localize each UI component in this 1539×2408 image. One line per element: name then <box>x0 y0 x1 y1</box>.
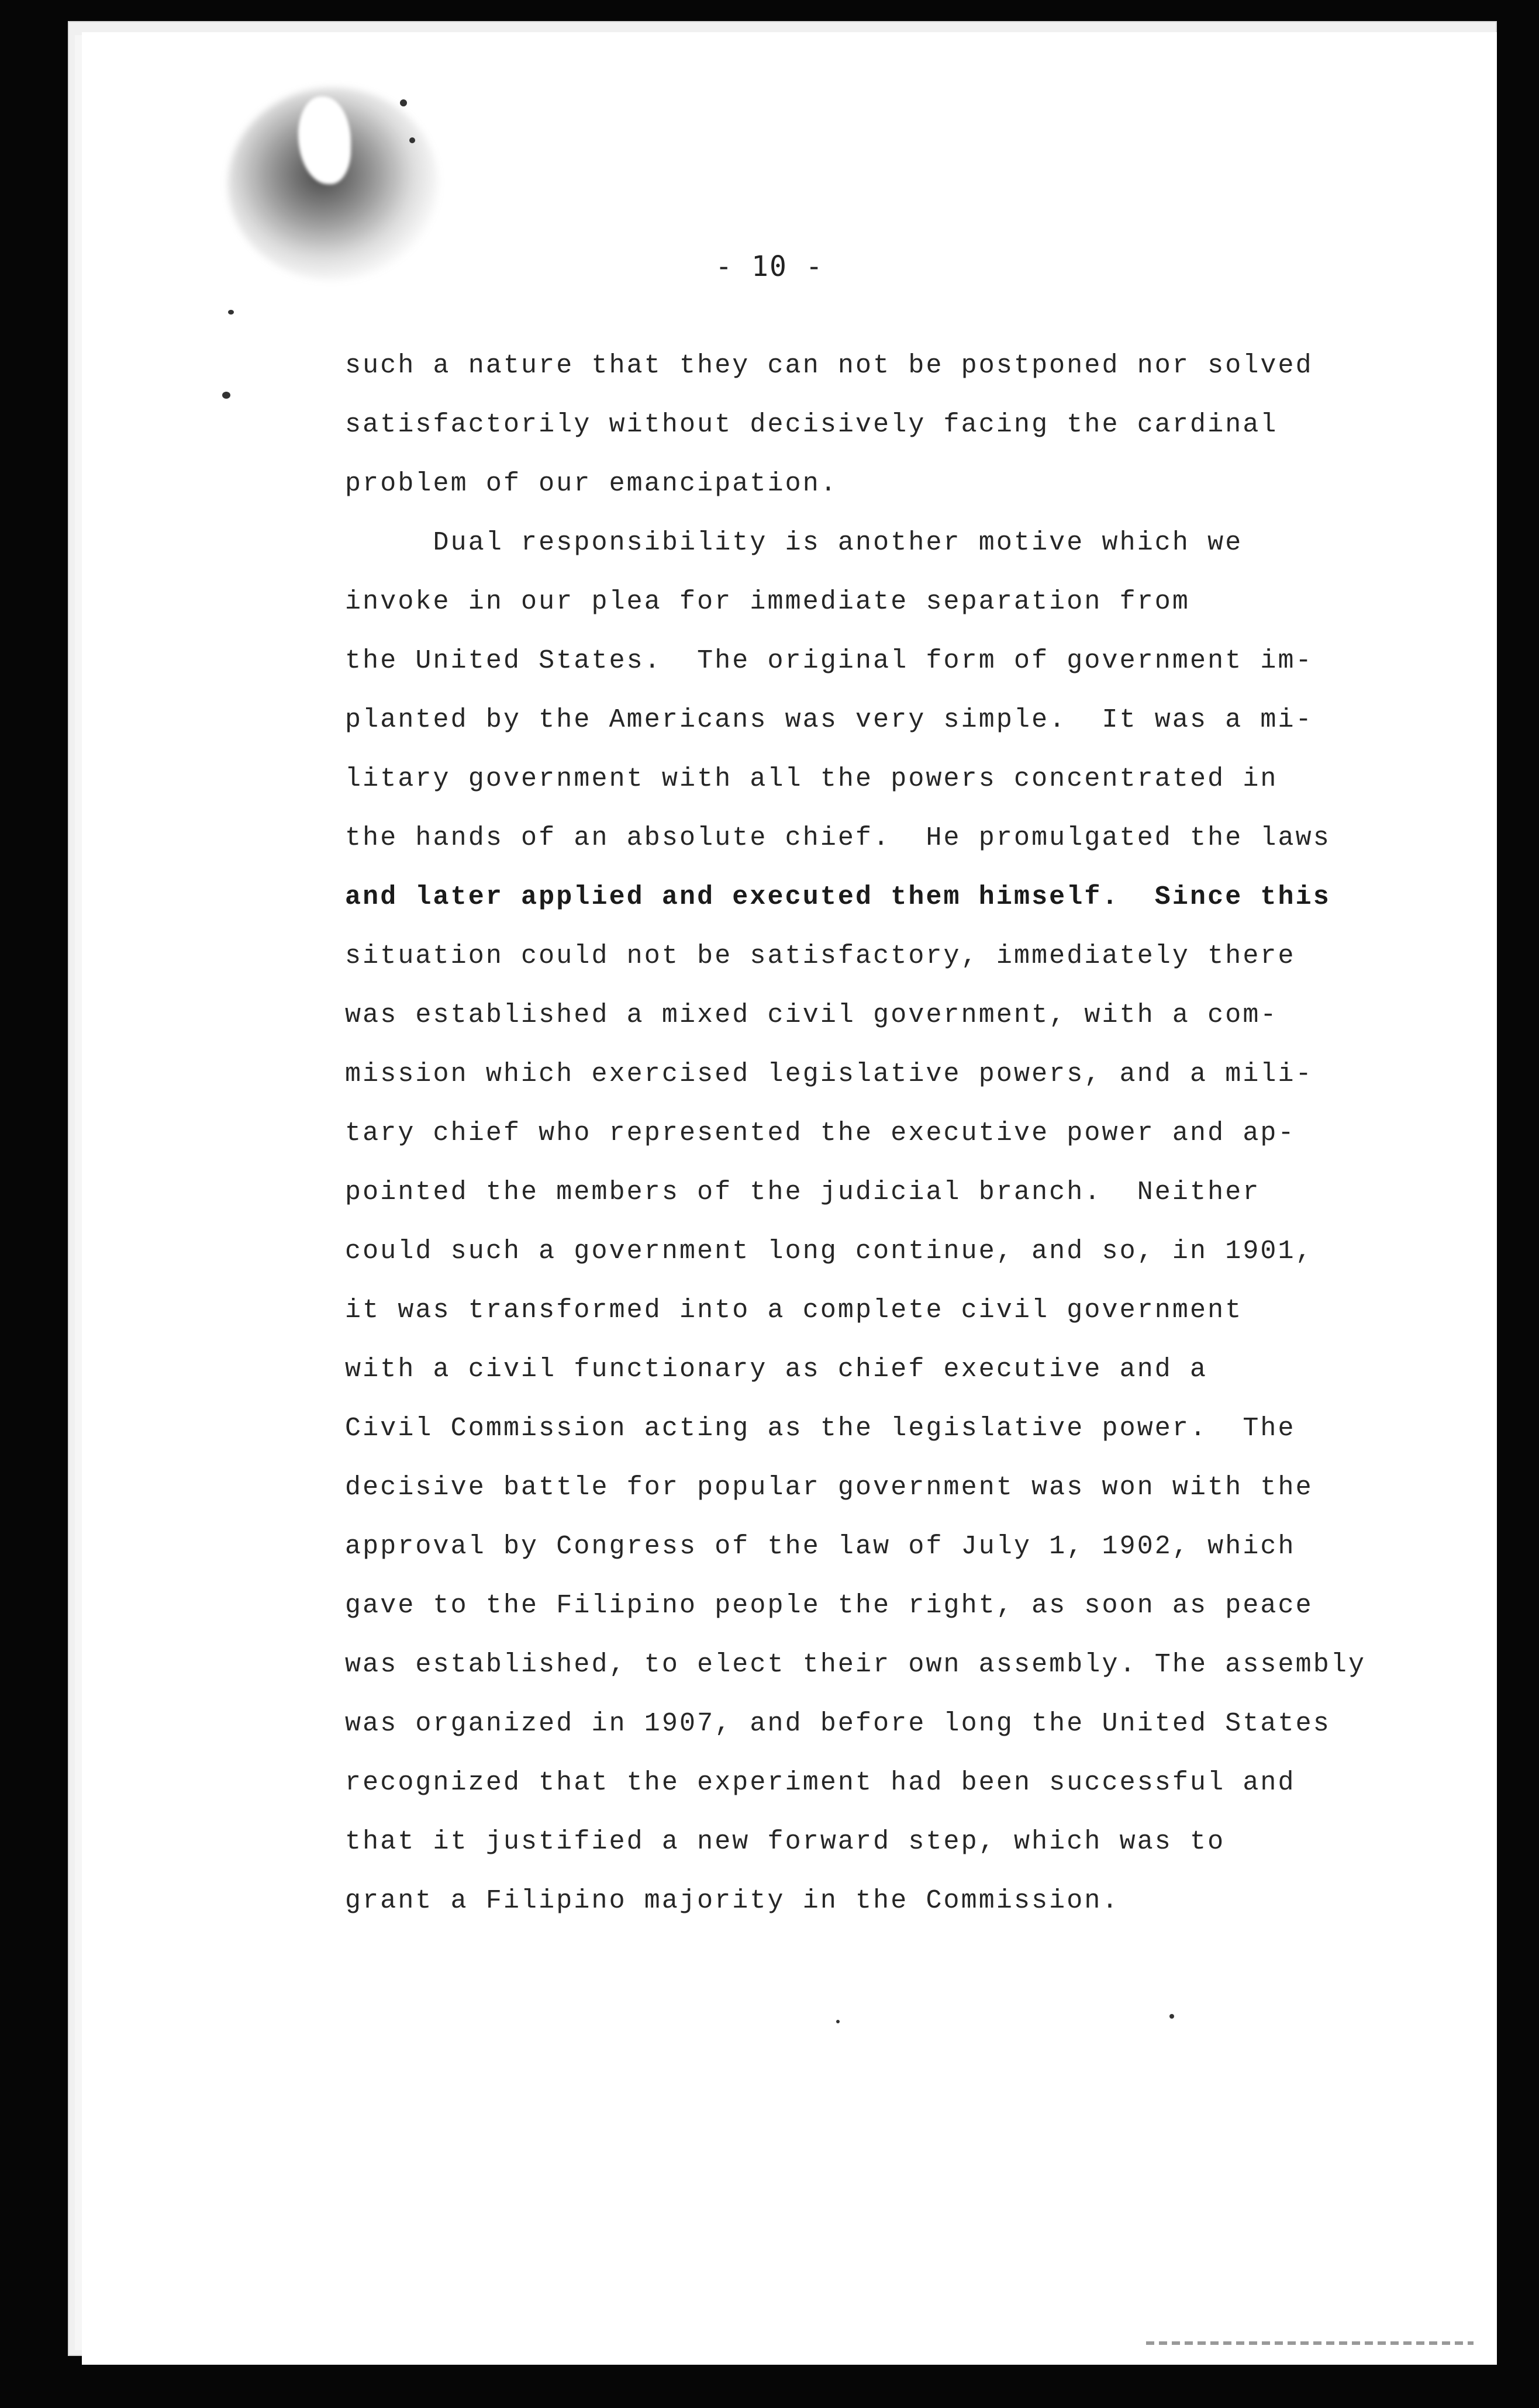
text-line: problem of our emancipation. <box>345 469 838 499</box>
text-line: was established, to elect their own assembly. The assembly <box>345 1650 1367 1680</box>
speck-mark <box>1169 2014 1174 2019</box>
text-line: that it justified a new forward step, which was to <box>345 1827 1226 1857</box>
text-line: decisive battle for popular government was won with the <box>345 1473 1313 1502</box>
text-line: gave to the Filipino people the right, as soon as peace <box>345 1591 1313 1621</box>
text-line: pointed the members of the judicial branch. Neither <box>345 1177 1261 1207</box>
text-line: Dual responsibility is another motive which we <box>345 528 1243 558</box>
text-line: planted by the Americans was very simple. It was a mi- <box>345 705 1313 735</box>
text-line: was established a mixed civil government, with a com- <box>345 1000 1278 1030</box>
text-line: satisfactorily without decisively facing the cardinal <box>345 410 1278 440</box>
speck-mark <box>836 2020 840 2023</box>
text-line: tary chief who represented the executive power and ap- <box>345 1118 1296 1148</box>
text-line: situation could not be satisfactory, immediately there <box>345 941 1296 971</box>
text-line: the hands of an absolute chief. He promulgated the laws <box>345 823 1331 853</box>
speck-mark <box>222 392 230 399</box>
text-line: Civil Commission acting as the legislative power. The <box>345 1414 1296 1443</box>
text-line: was organized in 1907, and before long the United States <box>345 1709 1331 1739</box>
speck-mark <box>228 310 234 315</box>
text-line: invoke in our plea for immediate separation from <box>345 587 1191 617</box>
text-line: mission which exercised legislative powers, and a mili- <box>345 1059 1313 1089</box>
page-edge-mark <box>1146 2341 1474 2345</box>
text-line: such a nature that they can not be postponed nor solved <box>345 351 1313 381</box>
page-number: - 10 - <box>715 250 824 283</box>
text-line: approval by Congress of the law of July 1, 1902, which <box>345 1532 1296 1561</box>
text-line: the United States. The original form of government im- <box>345 646 1313 676</box>
text-line: and later applied and executed them himself. Since this <box>345 882 1331 912</box>
text-line: recognized that the experiment had been successful and <box>345 1768 1296 1798</box>
text-line: with a civil functionary as chief executive and a <box>345 1355 1208 1384</box>
text-line: litary government with all the powers concentrated in <box>345 764 1278 794</box>
text-line: could such a government long continue, and so, in 1901, <box>345 1236 1313 1266</box>
text-line: it was transformed into a complete civil government <box>345 1295 1243 1325</box>
text-line: grant a Filipino majority in the Commission. <box>345 1886 1120 1916</box>
speck-mark <box>400 99 407 106</box>
body-text <box>345 336 1433 1930</box>
speck-mark <box>409 137 415 143</box>
